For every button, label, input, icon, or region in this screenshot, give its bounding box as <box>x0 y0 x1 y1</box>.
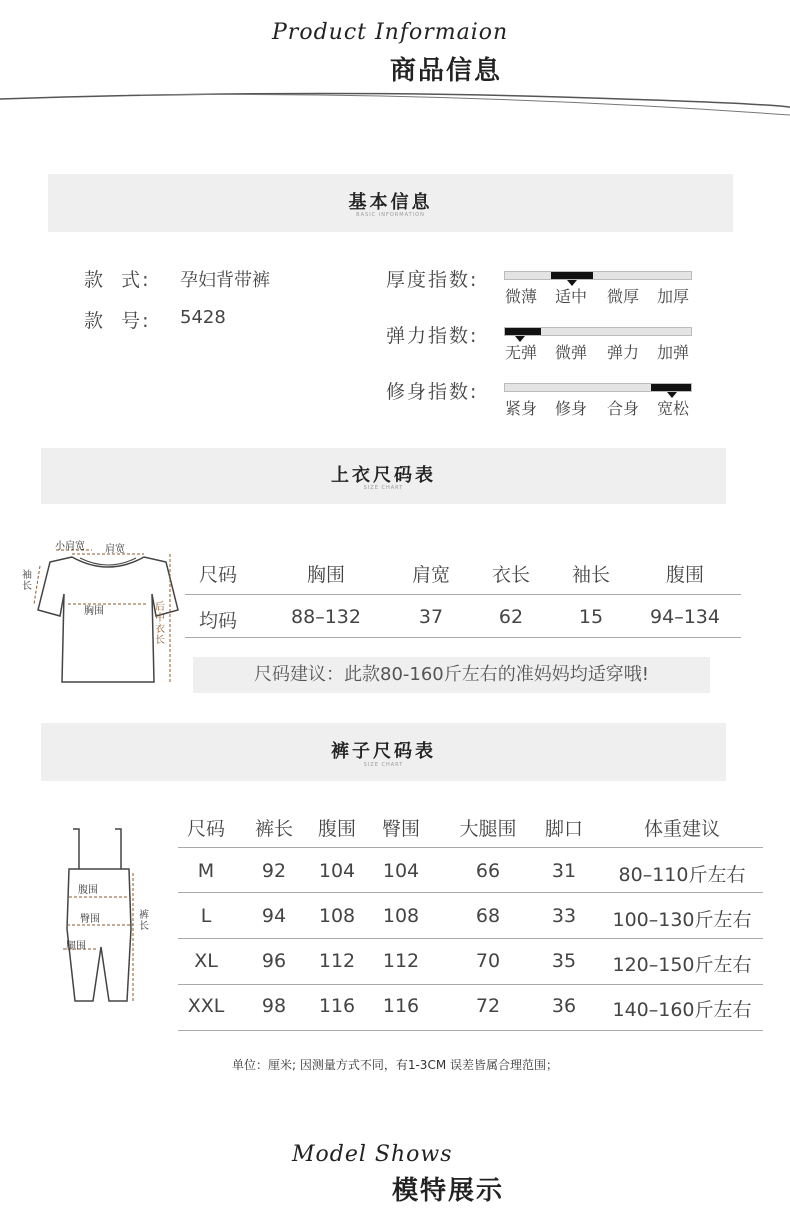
thickness-index-label: 厚度指数: <box>386 269 479 291</box>
table-cell: 36 <box>551 995 577 1017</box>
table-divider <box>178 892 763 893</box>
table-cell: 66 <box>475 860 501 882</box>
table-header-cell: 胸围 <box>306 564 345 586</box>
scale-option: 微厚 <box>607 287 640 306</box>
scale-option: 紧身 <box>505 399 538 418</box>
table-cell: 37 <box>418 606 444 628</box>
scale-option: 修身 <box>555 399 588 418</box>
fit-index-scale <box>504 383 692 418</box>
table-cell: 94–134 <box>650 606 720 628</box>
model-shows-title: 模特展示 <box>392 1176 505 1206</box>
table-cell: 120–150斤左右 <box>612 954 752 976</box>
code-label: 款 号: <box>84 310 151 332</box>
scale-option: 宽松 <box>657 399 690 418</box>
back-length-label: 后中衣长 <box>155 602 165 646</box>
sleeve-label: 袖长 <box>22 570 32 592</box>
table-cell: 140–160斤左右 <box>612 999 752 1021</box>
table-header-cell: 肩宽 <box>411 564 450 586</box>
style-value: 孕妇背带裤 <box>180 270 270 291</box>
table-header-cell: 袖长 <box>571 564 610 586</box>
table-divider <box>185 637 741 638</box>
table-divider <box>185 594 741 595</box>
table-cell: 80–110斤左右 <box>618 864 746 886</box>
table-divider <box>178 1030 763 1031</box>
table-header-cell: 腹围 <box>665 564 704 586</box>
table-header-cell: 大腿围 <box>459 818 517 840</box>
elasticity-index-scale <box>504 327 692 362</box>
table-cell: 104 <box>318 860 356 882</box>
table-header-cell: 腹围 <box>317 818 356 840</box>
pants-length-label: 裤长 <box>139 910 149 932</box>
chest-label: 胸围 <box>84 606 104 617</box>
table-header-cell: 臀围 <box>381 818 420 840</box>
table-cell: 35 <box>551 950 577 972</box>
table-cell: 33 <box>551 905 577 927</box>
elasticity-index-fill <box>505 328 541 335</box>
scale-option: 加厚 <box>657 287 690 306</box>
scale-option: 微薄 <box>505 287 538 306</box>
fit-index-fill <box>651 384 691 391</box>
scale-option: 合身 <box>607 399 640 418</box>
thigh-label: 腿围 <box>66 941 86 952</box>
table-cell: 96 <box>261 950 287 972</box>
table-header-cell: 裤长 <box>254 818 293 840</box>
table-divider <box>178 847 763 848</box>
scale-option: 加弹 <box>657 343 690 362</box>
table-cell: XXL <box>187 995 225 1017</box>
table-header-cell: 脚口 <box>544 818 583 840</box>
top-size-table <box>185 560 741 640</box>
table-cell: 112 <box>318 950 356 972</box>
table-cell: 116 <box>318 995 356 1017</box>
top-size-chart-band <box>41 448 726 504</box>
table-header-cell: 尺码 <box>186 818 225 840</box>
table-cell: 108 <box>382 905 420 927</box>
table-cell: 116 <box>382 995 420 1017</box>
table-divider <box>178 938 763 939</box>
page-title: 商品信息 <box>390 56 503 86</box>
table-cell: XL <box>194 950 218 972</box>
table-cell: M <box>197 860 215 882</box>
top-size-chart-title: 上衣尺码表 <box>331 465 436 486</box>
table-cell: 88–132 <box>291 606 361 628</box>
table-header-cell: 尺码 <box>198 564 237 586</box>
style-label: 款 式: <box>84 269 151 291</box>
measurement-note: 单位：厘米; 因测量方式不同，有1-3CM 误差皆属合理范围； <box>231 1058 558 1072</box>
table-cell: 31 <box>551 860 577 882</box>
shoulder-label: 肩宽 <box>105 544 125 555</box>
top-size-chart-subtitle: SIZE CHART <box>363 485 404 491</box>
table-header-cell: 体重建议 <box>643 818 720 840</box>
header-swoosh-divider <box>0 85 790 125</box>
table-cell: 100–130斤左右 <box>612 909 752 931</box>
table-cell: L <box>200 905 212 927</box>
pants-size-chart-subtitle: SIZE CHART <box>363 762 404 768</box>
thickness-index-scale <box>504 271 692 306</box>
table-cell: 70 <box>475 950 501 972</box>
pants-size-chart-band <box>41 723 726 781</box>
table-cell: 92 <box>261 860 287 882</box>
basic-info-band <box>48 174 733 232</box>
table-cell: 98 <box>261 995 287 1017</box>
table-cell: 112 <box>382 950 420 972</box>
waist-label: 腹围 <box>78 885 98 896</box>
table-cell: 104 <box>382 860 420 882</box>
size-suggestion: 尺码建议：此款80-160斤左右的准妈妈均适穿哦! <box>193 657 710 693</box>
footer-script-title: Model Shows <box>292 1142 453 1167</box>
table-cell: 108 <box>318 905 356 927</box>
code-value: 5428 <box>180 307 226 328</box>
elasticity-index-label: 弹力指数: <box>386 325 479 347</box>
scale-option: 微弹 <box>555 343 588 362</box>
small-shoulder-label: 小肩宽 <box>55 541 85 552</box>
table-cell: 62 <box>498 606 524 628</box>
header-script-title: Product Informaion <box>272 20 509 45</box>
table-divider <box>178 984 763 985</box>
scale-option: 适中 <box>555 287 588 306</box>
basic-info-subtitle: BASIC INFORMATION <box>356 212 425 218</box>
pants-size-chart-title: 裤子尺码表 <box>331 741 436 762</box>
table-cell: 72 <box>475 995 501 1017</box>
scale-option: 无弹 <box>505 343 538 362</box>
pants-size-table <box>178 814 763 1036</box>
table-header-cell: 衣长 <box>491 564 530 586</box>
table-cell: 15 <box>578 606 604 628</box>
table-cell: 68 <box>475 905 501 927</box>
scale-option: 弹力 <box>607 343 640 362</box>
table-cell: 94 <box>261 905 287 927</box>
table-cell: 均码 <box>198 610 237 632</box>
basic-info-title: 基本信息 <box>348 192 433 213</box>
hip-label: 臀围 <box>80 914 100 925</box>
thickness-index-fill <box>551 272 593 279</box>
fit-index-label: 修身指数: <box>386 381 479 403</box>
